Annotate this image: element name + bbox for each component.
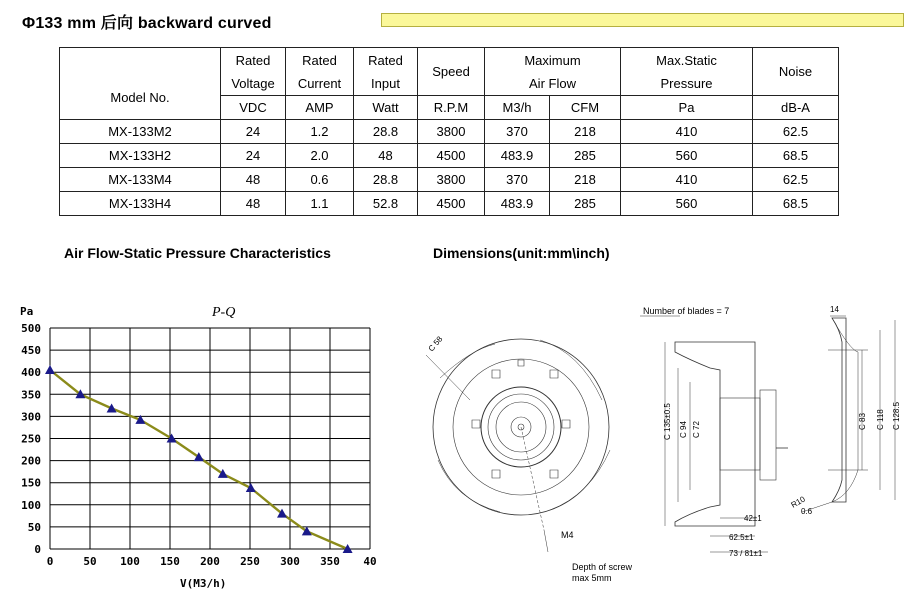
cell: 218 (550, 168, 621, 192)
cell: 3800 (418, 168, 485, 192)
x-tick-label: 250 (240, 555, 260, 568)
cell: 560 (621, 192, 753, 216)
dimensions-heading: Dimensions(unit:mm\inch) (433, 245, 610, 261)
cell: 370 (485, 168, 550, 192)
header-pressure-1: Max.Static (621, 48, 753, 73)
y-tick-label: 100 (21, 498, 41, 512)
chart-points (45, 365, 353, 553)
cell: 3800 (418, 120, 485, 144)
x-tick-label: 50 (83, 555, 97, 568)
y-tick-label: 200 (21, 454, 41, 468)
y-tick-label: 500 (21, 322, 41, 335)
x-tick-label: 350 (320, 555, 340, 568)
cell: 68.5 (753, 192, 839, 216)
cell: 48 (354, 144, 418, 168)
cell: 48 (221, 168, 286, 192)
dim-c58: C 58 (426, 334, 445, 354)
screw-note-1: Depth of screw (572, 562, 633, 572)
cell: 560 (621, 144, 753, 168)
cell: 52.8 (354, 192, 418, 216)
chart-heading: Air Flow-Static Pressure Characteristics (64, 245, 331, 261)
header-airflow-1: Maximum (485, 48, 621, 73)
cell: 2.0 (286, 144, 354, 168)
chart-title: P-Q (212, 305, 236, 320)
table-row (60, 168, 839, 192)
y-tick-label: 350 (21, 388, 41, 402)
cell: MX-133M2 (60, 120, 221, 144)
header-model: Model No. (60, 48, 221, 120)
cell: 28.8 (354, 120, 418, 144)
cell: MX-133H4 (60, 192, 221, 216)
x-tick-label: 200 (200, 555, 220, 568)
table-row (60, 192, 839, 216)
cell: 62.5 (753, 120, 839, 144)
table-row (60, 120, 839, 144)
header-pressure-2: Pressure (621, 72, 753, 96)
cell: MX-133M4 (60, 168, 221, 192)
front-view (426, 339, 610, 552)
cell: 62.5 (753, 168, 839, 192)
header-input-2: Input (354, 72, 418, 96)
header-speed: Speed (418, 48, 485, 96)
cell: 285 (550, 192, 621, 216)
cell: 68.5 (753, 144, 839, 168)
cell: 48 (221, 192, 286, 216)
unit-cell: R.P.M (418, 96, 485, 120)
dim-c118: C 118 (876, 409, 885, 430)
dim-c128-5: C 128.5 (892, 401, 901, 430)
header-noise: Noise (753, 48, 839, 96)
unit-cell: Watt (354, 96, 418, 120)
dim-73-81: 73 / 81±1 (729, 549, 763, 558)
header-airflow-2: Air Flow (485, 72, 621, 96)
screw-note-2: max 5mm (572, 573, 612, 583)
chart-ticks (21, 322, 377, 568)
cell: 28.8 (354, 168, 418, 192)
spec-table (59, 47, 839, 216)
y-tick-label: 250 (21, 432, 41, 446)
y-tick-label: 50 (27, 520, 41, 534)
dim-62-5: 62.5±1 (729, 533, 754, 542)
table-header-row (60, 48, 839, 73)
x-tick-label: 40 (363, 555, 377, 568)
unit-cell: VDC (221, 96, 286, 120)
cell: 483.9 (485, 192, 550, 216)
pq-chart (0, 290, 380, 601)
cell: MX-133H2 (60, 144, 221, 168)
cell: 218 (550, 120, 621, 144)
cell: 24 (221, 120, 286, 144)
chart-xlabel: V(M3/h) (180, 577, 227, 590)
table-row (60, 144, 839, 168)
y-tick-label: 300 (21, 410, 41, 424)
title-highlight-bar (381, 13, 904, 27)
cell: 0.6 (286, 168, 354, 192)
x-tick-label: 0 (46, 555, 54, 568)
chart-grid (50, 328, 370, 549)
dim-14: 14 (830, 305, 839, 314)
dim-c72: C 72 (692, 421, 701, 438)
header-current-1: Rated (286, 48, 354, 73)
y-tick-label: 450 (21, 344, 41, 358)
x-tick-label: 300 (280, 555, 300, 568)
header-voltage-1: Rated (221, 48, 286, 73)
cell: 24 (221, 144, 286, 168)
header-input-1: Rated (354, 48, 418, 73)
cell: 1.2 (286, 120, 354, 144)
cell: 410 (621, 168, 753, 192)
dim-0-6: 0.6 (801, 507, 813, 516)
cell: 370 (485, 120, 550, 144)
page-title: Φ133 mm 后向 backward curved (22, 15, 272, 32)
unit-cell: AMP (286, 96, 354, 120)
cell: 410 (621, 120, 753, 144)
c58-leader (426, 355, 470, 400)
dim-42: 42±1 (744, 514, 762, 523)
chart-ylabel: Pa (20, 305, 34, 318)
x-tick-label: 150 (160, 555, 180, 568)
cell: 483.9 (485, 144, 550, 168)
header-current-2: Current (286, 72, 354, 96)
cell: 285 (550, 144, 621, 168)
y-tick-label: 400 (21, 366, 41, 380)
dim-c135: C 135±0.5 (663, 403, 672, 440)
unit-cell: CFM (550, 96, 621, 120)
header-voltage-2: Voltage (221, 72, 286, 96)
screw-leader-2 (544, 530, 548, 552)
dim-c83: C 83 (858, 413, 867, 430)
cell: 1.1 (286, 192, 354, 216)
cell: 4500 (418, 144, 485, 168)
cell: 4500 (418, 192, 485, 216)
blade-note: Number of blades = 7 (643, 306, 730, 316)
unit-cell: dB-A (753, 96, 839, 120)
x-tick-label: 100 (120, 555, 140, 568)
unit-cell: M3/h (485, 96, 550, 120)
dim-c94: C 94 (679, 421, 688, 438)
dimension-drawing (410, 290, 904, 601)
y-tick-label: 0 (34, 543, 41, 556)
unit-cell: Pa (621, 96, 753, 120)
data-point (45, 365, 55, 374)
dim-m4: M4 (561, 530, 574, 540)
dim-r10: R10 (789, 494, 807, 510)
y-tick-label: 150 (21, 476, 41, 490)
